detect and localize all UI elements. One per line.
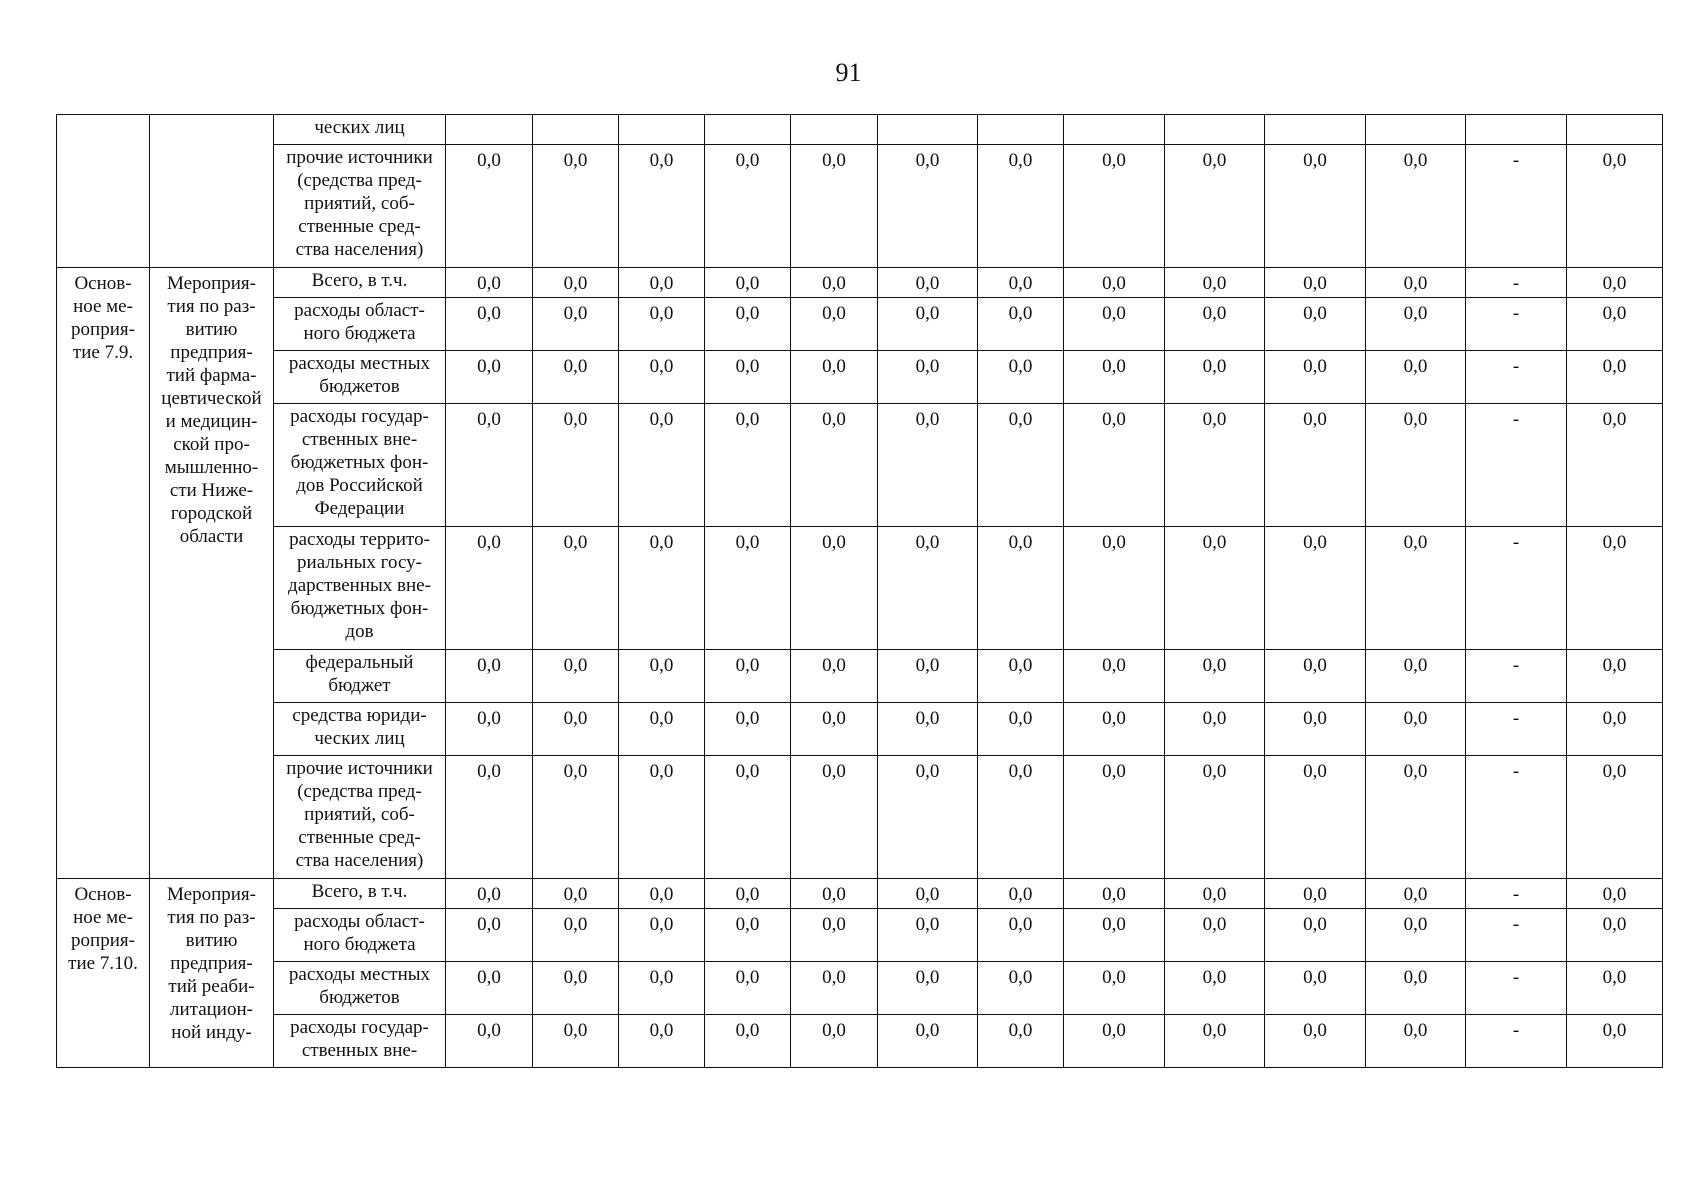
value-cell: 0,0	[1165, 650, 1265, 703]
value-cell: 0,0	[1366, 351, 1466, 404]
table-row	[57, 145, 1663, 268]
value-cell: 0,0	[1265, 404, 1366, 527]
value-cell: 0,0	[978, 268, 1064, 298]
value-cell: 0,0	[1064, 404, 1165, 527]
value-cell: 0,0	[1165, 756, 1265, 879]
event-code-cell: Основ- ное ме- роприя- тие 7.9.	[57, 268, 150, 879]
value-cell: 0,0	[1567, 962, 1663, 1015]
value-cell: -	[1466, 756, 1567, 879]
event-title-cell: Мероприя- тия по раз- витию предприя- тий реаби- литацион- ной инду-	[150, 879, 274, 1068]
value-cell: 0,0	[978, 404, 1064, 527]
value-cell: 0,0	[1366, 756, 1466, 879]
value-cell: 0,0	[1567, 703, 1663, 756]
value-cell	[619, 115, 705, 145]
value-cell: 0,0	[1165, 879, 1265, 909]
value-cell: 0,0	[878, 756, 978, 879]
value-cell: 0,0	[1366, 703, 1466, 756]
value-cell: 0,0	[1165, 909, 1265, 962]
value-cell: 0,0	[705, 1015, 791, 1068]
value-cell: 0,0	[533, 404, 619, 527]
value-cell: 0,0	[1567, 527, 1663, 650]
value-cell	[978, 115, 1064, 145]
value-cell: 0,0	[1064, 527, 1165, 650]
value-cell: 0,0	[1265, 756, 1366, 879]
value-cell: 0,0	[446, 145, 533, 268]
value-cell: 0,0	[619, 962, 705, 1015]
value-cell: 0,0	[791, 756, 878, 879]
value-cell: 0,0	[791, 145, 878, 268]
value-cell: 0,0	[619, 145, 705, 268]
table-row	[57, 351, 1663, 404]
value-cell: 0,0	[1366, 879, 1466, 909]
value-cell: 0,0	[1064, 268, 1165, 298]
value-cell: -	[1466, 1015, 1567, 1068]
value-cell: 0,0	[619, 909, 705, 962]
value-cell: 0,0	[1165, 298, 1265, 351]
value-cell: 0,0	[1366, 404, 1466, 527]
value-cell: -	[1466, 909, 1567, 962]
value-cell: 0,0	[533, 962, 619, 1015]
value-cell: 0,0	[1265, 298, 1366, 351]
table-row	[57, 298, 1663, 351]
table-row	[57, 404, 1663, 527]
value-cell: 0,0	[446, 268, 533, 298]
value-cell: 0,0	[1165, 703, 1265, 756]
value-cell	[446, 115, 533, 145]
table-row	[57, 879, 1663, 909]
value-cell: 0,0	[1064, 703, 1165, 756]
value-cell: 0,0	[978, 145, 1064, 268]
table-row	[57, 115, 1663, 145]
value-cell: 0,0	[1165, 268, 1265, 298]
value-cell: 0,0	[791, 962, 878, 1015]
value-cell: 0,0	[878, 351, 978, 404]
funding-source-cell: средства юриди- ческих лиц	[274, 703, 446, 756]
funding-source-cell: расходы местных бюджетов	[274, 962, 446, 1015]
budget-table-body	[57, 115, 1663, 1068]
value-cell: 0,0	[1064, 650, 1165, 703]
value-cell: 0,0	[446, 527, 533, 650]
value-cell: 0,0	[791, 1015, 878, 1068]
value-cell: 0,0	[1064, 298, 1165, 351]
value-cell: 0,0	[1265, 879, 1366, 909]
value-cell: -	[1466, 404, 1567, 527]
value-cell: 0,0	[878, 703, 978, 756]
value-cell: 0,0	[1366, 268, 1466, 298]
value-cell: 0,0	[791, 404, 878, 527]
value-cell: -	[1466, 527, 1567, 650]
value-cell: 0,0	[1265, 703, 1366, 756]
value-cell: 0,0	[619, 404, 705, 527]
value-cell	[791, 115, 878, 145]
funding-source-cell: Всего, в т.ч.	[274, 879, 446, 909]
value-cell: 0,0	[446, 351, 533, 404]
value-cell: 0,0	[1165, 351, 1265, 404]
value-cell: 0,0	[1265, 1015, 1366, 1068]
value-cell: 0,0	[1265, 145, 1366, 268]
event-code-cell	[57, 115, 150, 268]
value-cell: 0,0	[878, 404, 978, 527]
value-cell: -	[1466, 268, 1567, 298]
value-cell: 0,0	[619, 879, 705, 909]
value-cell: 0,0	[1064, 145, 1165, 268]
value-cell: 0,0	[533, 703, 619, 756]
value-cell: 0,0	[619, 298, 705, 351]
table-row	[57, 527, 1663, 650]
funding-source-cell: расходы государ- ственных вне-	[274, 1015, 446, 1068]
value-cell: -	[1466, 298, 1567, 351]
value-cell: 0,0	[978, 703, 1064, 756]
table-row	[57, 909, 1663, 962]
value-cell: 0,0	[705, 650, 791, 703]
value-cell: 0,0	[705, 879, 791, 909]
value-cell: 0,0	[1567, 145, 1663, 268]
value-cell: 0,0	[619, 650, 705, 703]
value-cell: 0,0	[705, 909, 791, 962]
funding-source-cell: Всего, в т.ч.	[274, 268, 446, 298]
value-cell: -	[1466, 879, 1567, 909]
value-cell: 0,0	[1366, 145, 1466, 268]
value-cell: 0,0	[705, 145, 791, 268]
value-cell: 0,0	[1165, 145, 1265, 268]
value-cell: -	[1466, 962, 1567, 1015]
funding-source-cell: расходы област- ного бюджета	[274, 298, 446, 351]
value-cell	[1567, 115, 1663, 145]
value-cell: 0,0	[446, 909, 533, 962]
value-cell: 0,0	[705, 527, 791, 650]
table-row	[57, 650, 1663, 703]
value-cell: 0,0	[791, 650, 878, 703]
value-cell: 0,0	[446, 756, 533, 879]
value-cell: 0,0	[446, 879, 533, 909]
value-cell: 0,0	[791, 298, 878, 351]
value-cell: 0,0	[1064, 909, 1165, 962]
value-cell: 0,0	[978, 650, 1064, 703]
event-title-cell: Мероприя- тия по раз- витию предприя- тий фарма- цевтической и медицин- ской про- мышленно- сти Ниже- городской области	[150, 268, 274, 879]
value-cell: 0,0	[533, 879, 619, 909]
value-cell: 0,0	[1064, 1015, 1165, 1068]
value-cell: 0,0	[791, 351, 878, 404]
value-cell: 0,0	[791, 268, 878, 298]
value-cell: 0,0	[878, 879, 978, 909]
value-cell: 0,0	[1366, 1015, 1466, 1068]
table-row	[57, 1015, 1663, 1068]
value-cell	[1064, 115, 1165, 145]
value-cell: 0,0	[619, 756, 705, 879]
value-cell: 0,0	[978, 351, 1064, 404]
value-cell: 0,0	[1064, 879, 1165, 909]
funding-source-cell: ческих лиц	[274, 115, 446, 145]
funding-source-cell: расходы област- ного бюджета	[274, 909, 446, 962]
value-cell: 0,0	[978, 909, 1064, 962]
value-cell: 0,0	[533, 909, 619, 962]
value-cell: 0,0	[878, 298, 978, 351]
budget-table	[56, 114, 1663, 1068]
value-cell: 0,0	[705, 268, 791, 298]
value-cell: 0,0	[1567, 351, 1663, 404]
value-cell	[1466, 115, 1567, 145]
value-cell: 0,0	[978, 1015, 1064, 1068]
value-cell: 0,0	[1366, 909, 1466, 962]
value-cell: 0,0	[878, 268, 978, 298]
event-title-cell	[150, 115, 274, 268]
value-cell	[705, 115, 791, 145]
value-cell: 0,0	[619, 268, 705, 298]
value-cell: 0,0	[791, 909, 878, 962]
value-cell: 0,0	[878, 1015, 978, 1068]
value-cell	[1366, 115, 1466, 145]
value-cell: 0,0	[1567, 756, 1663, 879]
value-cell: 0,0	[533, 268, 619, 298]
value-cell: 0,0	[1064, 962, 1165, 1015]
value-cell: 0,0	[791, 703, 878, 756]
value-cell: -	[1466, 351, 1567, 404]
value-cell: -	[1466, 145, 1567, 268]
value-cell: 0,0	[1265, 962, 1366, 1015]
value-cell: 0,0	[978, 962, 1064, 1015]
value-cell: 0,0	[878, 145, 978, 268]
value-cell: 0,0	[791, 879, 878, 909]
value-cell: 0,0	[1567, 879, 1663, 909]
value-cell: 0,0	[1165, 962, 1265, 1015]
value-cell: 0,0	[1064, 756, 1165, 879]
value-cell: 0,0	[1567, 404, 1663, 527]
value-cell: 0,0	[1265, 909, 1366, 962]
value-cell	[533, 115, 619, 145]
value-cell: 0,0	[978, 527, 1064, 650]
value-cell: 0,0	[533, 650, 619, 703]
value-cell: 0,0	[878, 527, 978, 650]
value-cell: 0,0	[1567, 298, 1663, 351]
value-cell: 0,0	[533, 351, 619, 404]
value-cell: 0,0	[978, 879, 1064, 909]
page-number: 91	[835, 58, 862, 87]
funding-source-cell: расходы местных бюджетов	[274, 351, 446, 404]
table-row	[57, 962, 1663, 1015]
value-cell: 0,0	[705, 404, 791, 527]
value-cell: 0,0	[619, 527, 705, 650]
value-cell: 0,0	[533, 298, 619, 351]
value-cell: 0,0	[1567, 909, 1663, 962]
value-cell	[878, 115, 978, 145]
value-cell: 0,0	[1165, 527, 1265, 650]
value-cell: 0,0	[705, 703, 791, 756]
value-cell: 0,0	[705, 962, 791, 1015]
event-code-cell: Основ- ное ме- роприя- тие 7.10.	[57, 879, 150, 1068]
value-cell: 0,0	[791, 527, 878, 650]
value-cell: 0,0	[705, 298, 791, 351]
value-cell: 0,0	[533, 527, 619, 650]
value-cell: 0,0	[1567, 650, 1663, 703]
value-cell	[1265, 115, 1366, 145]
value-cell: 0,0	[1265, 351, 1366, 404]
value-cell: -	[1466, 650, 1567, 703]
value-cell: 0,0	[446, 1015, 533, 1068]
value-cell: 0,0	[1567, 1015, 1663, 1068]
value-cell: 0,0	[1265, 527, 1366, 650]
value-cell: 0,0	[1165, 404, 1265, 527]
value-cell: 0,0	[1366, 527, 1466, 650]
value-cell: -	[1466, 703, 1567, 756]
value-cell: 0,0	[878, 962, 978, 1015]
funding-source-cell: прочие источники (средства пред- приятий, соб- ственные сред- ства населения)	[274, 145, 446, 268]
funding-source-cell: федеральный бюджет	[274, 650, 446, 703]
value-cell: 0,0	[1064, 351, 1165, 404]
value-cell: 0,0	[446, 703, 533, 756]
value-cell: 0,0	[1165, 1015, 1265, 1068]
value-cell: 0,0	[878, 650, 978, 703]
value-cell: 0,0	[1366, 298, 1466, 351]
value-cell: 0,0	[446, 650, 533, 703]
value-cell: 0,0	[619, 1015, 705, 1068]
value-cell: 0,0	[533, 756, 619, 879]
value-cell: 0,0	[1366, 962, 1466, 1015]
value-cell: 0,0	[978, 756, 1064, 879]
value-cell	[1165, 115, 1265, 145]
value-cell: 0,0	[705, 351, 791, 404]
value-cell: 0,0	[1366, 650, 1466, 703]
value-cell: 0,0	[705, 756, 791, 879]
value-cell: 0,0	[619, 703, 705, 756]
table-row	[57, 268, 1663, 298]
value-cell: 0,0	[533, 1015, 619, 1068]
value-cell: 0,0	[533, 145, 619, 268]
value-cell: 0,0	[1567, 268, 1663, 298]
funding-source-cell: прочие источники (средства пред- приятий, соб- ственные сред- ства населения)	[274, 756, 446, 879]
value-cell: 0,0	[446, 298, 533, 351]
value-cell: 0,0	[446, 962, 533, 1015]
value-cell: 0,0	[619, 351, 705, 404]
funding-source-cell: расходы государ- ственных вне- бюджетных фон- дов Российской Федерации	[274, 404, 446, 527]
table-row	[57, 756, 1663, 879]
value-cell: 0,0	[978, 298, 1064, 351]
funding-source-cell: расходы террито- риальных госу- дарственных вне- бюджетных фон- дов	[274, 527, 446, 650]
value-cell: 0,0	[446, 404, 533, 527]
value-cell: 0,0	[1265, 268, 1366, 298]
value-cell: 0,0	[878, 909, 978, 962]
table-row	[57, 703, 1663, 756]
value-cell: 0,0	[1265, 650, 1366, 703]
